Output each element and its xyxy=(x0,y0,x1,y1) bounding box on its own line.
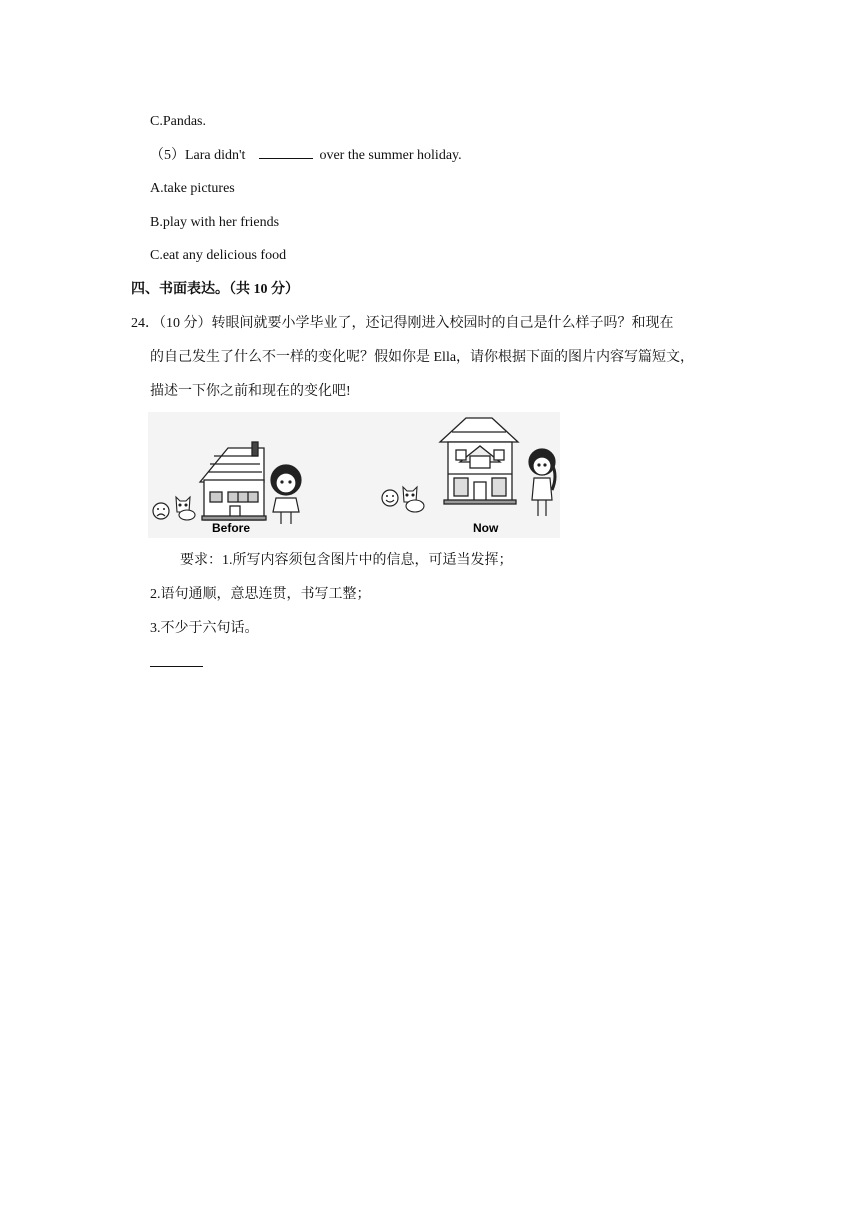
option-c-pandas: C.Pandas. xyxy=(150,114,206,129)
option-b: B.play with her friends xyxy=(150,215,280,230)
option-c: C.eat any delicious food xyxy=(150,248,287,263)
happy-face-icon xyxy=(382,490,398,506)
now-label: Now xyxy=(473,521,499,535)
question-5-suffix: over the summer holiday. xyxy=(319,148,462,163)
section-title: 四、书面表达。（共 10 分） xyxy=(131,282,299,297)
requirement-2: 2.语句通顺，意思连贯，书写工整； xyxy=(150,587,371,602)
question-5-prefix: （5）Lara didn't xyxy=(150,148,246,163)
option-a: A.take pictures xyxy=(150,181,235,196)
fill-blank xyxy=(259,146,313,159)
question-24-line-1: 24．（10 分）转眼间就要小学毕业了，还记得刚进入校园时的自己是什么样子吗？和现在 xyxy=(131,316,674,331)
requirement-1: 要求：1.所写内容须包含图片中的信息，可适当发挥； xyxy=(180,553,513,568)
question-24-line-2: 的自己发生了什么不一样的变化呢？假如你是 Ella，请你根据下面的图片内容写篇短文， xyxy=(150,350,695,365)
question-5-stem xyxy=(150,146,462,165)
before-label: Before xyxy=(212,521,251,535)
answer-blank-line[interactable] xyxy=(150,666,203,667)
question-24-line-3: 描述一下你之前和现在的变化吧! xyxy=(150,384,351,399)
requirement-3: 3.不少于六句话。 xyxy=(150,621,259,636)
sad-face-icon xyxy=(153,503,169,519)
big-house-icon xyxy=(440,418,518,504)
before-now-illustration xyxy=(148,412,560,538)
